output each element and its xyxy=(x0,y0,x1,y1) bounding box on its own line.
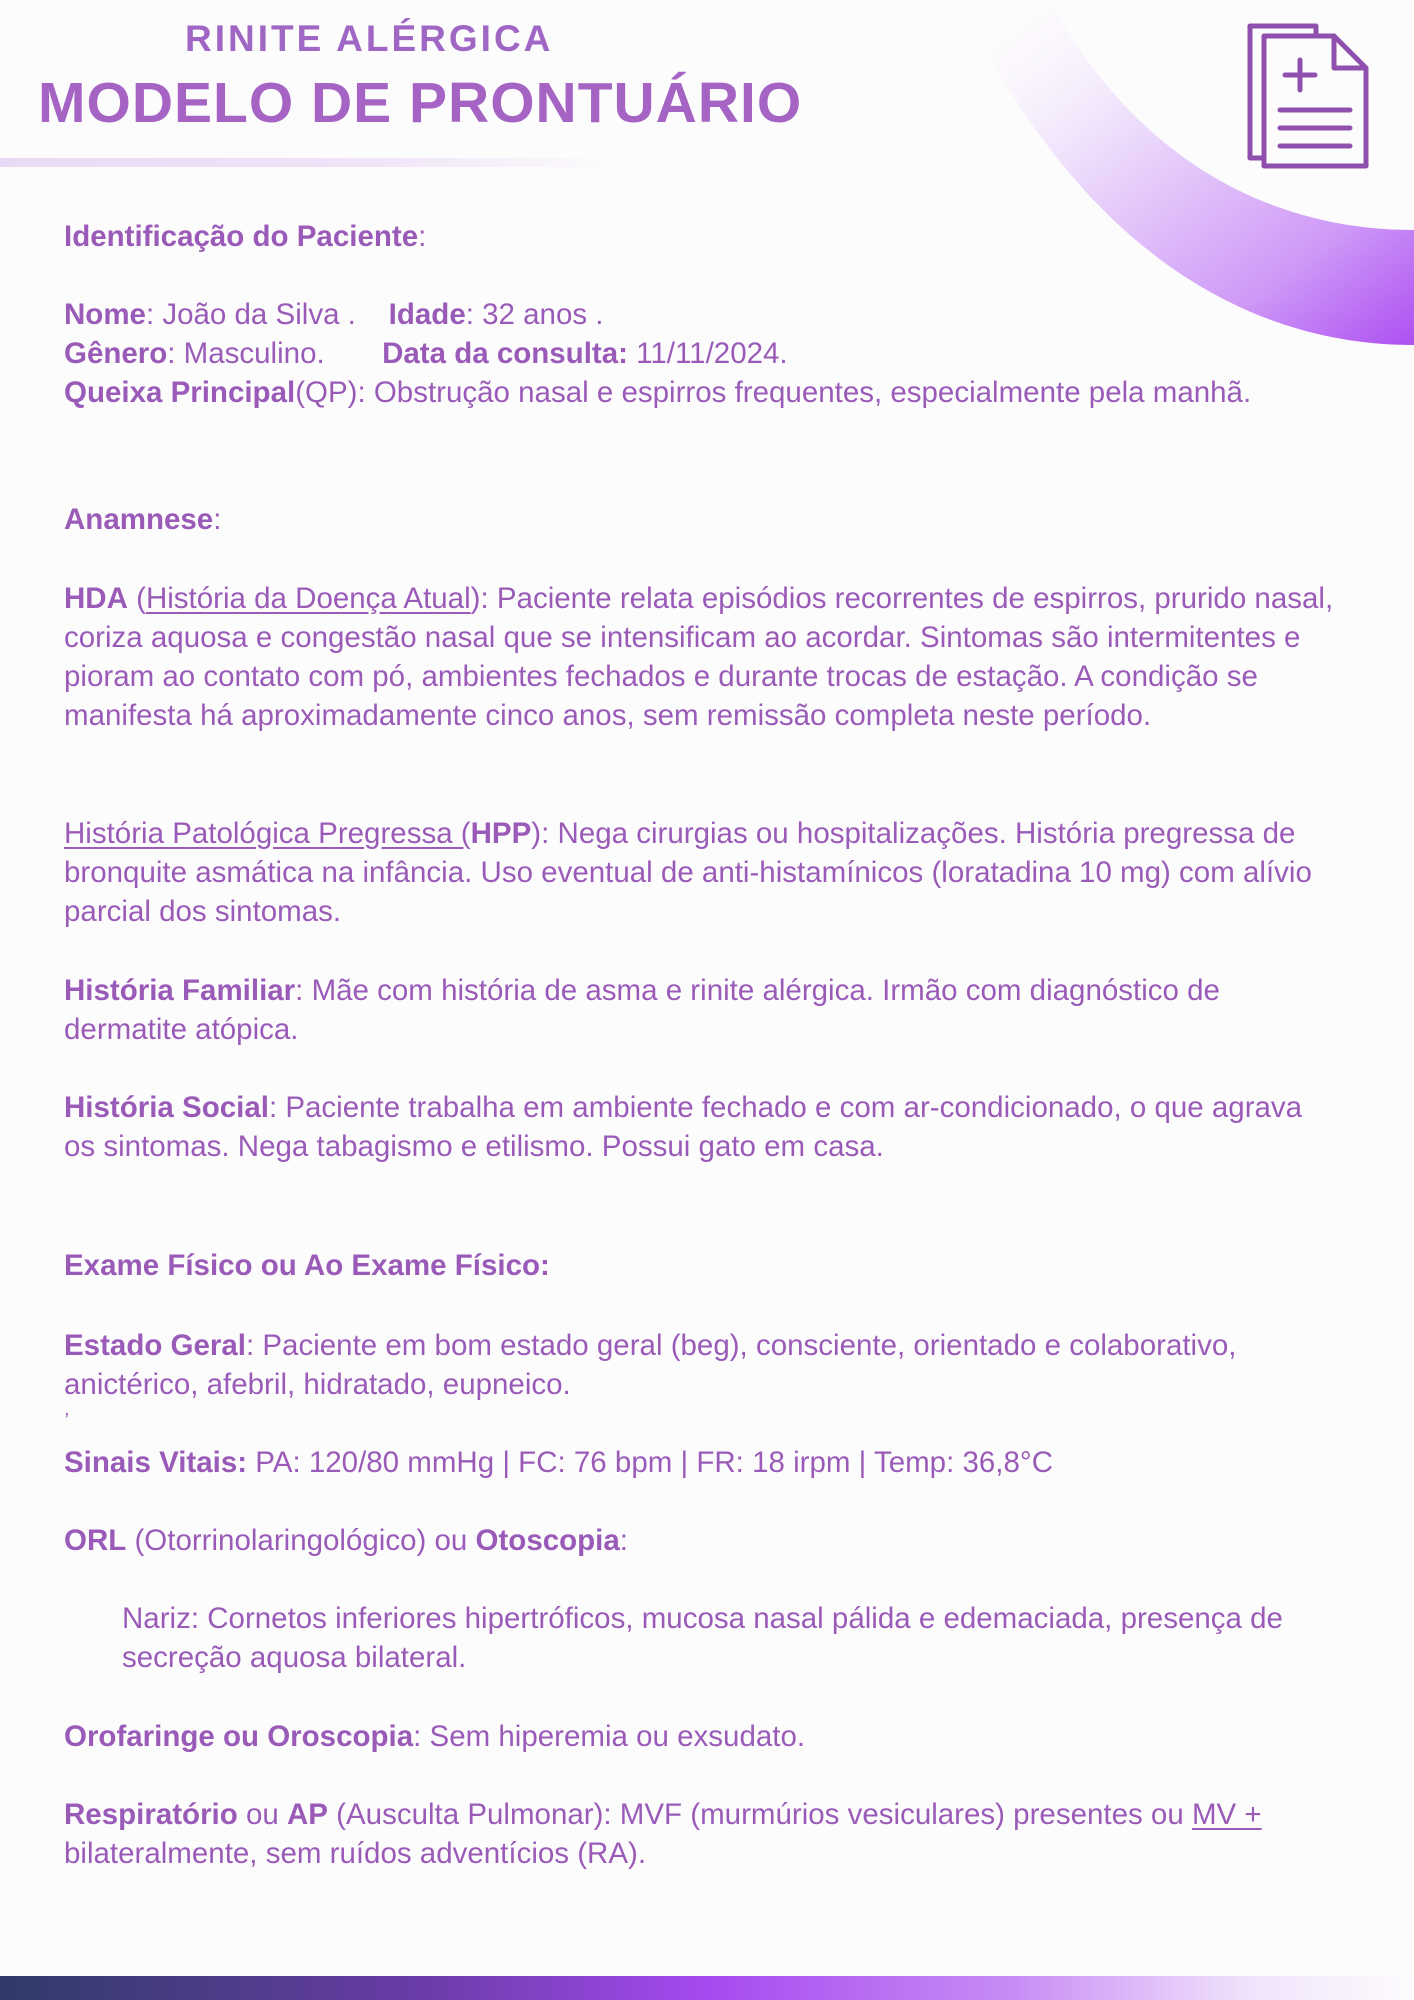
header-subtitle: RINITE ALÉRGICA xyxy=(185,18,554,59)
nose-finding: Nariz: Cornetos inferiores hipertróficos, mucosa nasal pálida e edemaciada, presença de secreção aquosa bilateral. xyxy=(122,1602,1283,1674)
respiratory-or: ou xyxy=(237,1798,287,1831)
family-label: História Familiar xyxy=(64,974,296,1007)
hpp-text: ): Nega cirurgias ou hospitalizações. História pregressa de bronquite asmática na infância. Uso eventual de anti-histamínicos (loratadina 10 mg) com alívio parcial dos sintomas. xyxy=(64,817,1312,928)
complaint-text: (QP): Obstrução nasal e espirros frequentes, especialmente pela manhã. xyxy=(295,376,1252,409)
hpp-paragraph xyxy=(64,814,1334,931)
hda-link: História da Doença Atual xyxy=(145,582,471,615)
hpp-label: HPP xyxy=(470,817,532,850)
respiratory-paragraph xyxy=(64,1795,1334,1873)
vitals-text: PA: 120/80 mmHg | FC: 76 bpm | FR: 18 irpm | Temp: 36,8°C xyxy=(247,1446,1053,1479)
gender-value: : Masculino. xyxy=(167,337,325,370)
social-text: : Paciente trabalha em ambiente fechado e com ar-condicionado, o que agrava os sintomas. Nega tabagismo e etilismo. Possui gato em casa. xyxy=(64,1091,1303,1163)
orl-line: ORL (Otorrinolaringológico) ou Otoscopia: xyxy=(64,1524,628,1557)
chief-complaint xyxy=(64,373,1334,412)
date-value: 11/11/2024. xyxy=(627,337,788,370)
vitals-label: Sinais Vitais: xyxy=(64,1446,248,1479)
family-text: : Mãe com história de asma e rinite alérgica. Irmão com diagnóstico de dermatite atópica. xyxy=(64,974,1220,1046)
oropharynx-label: Orofaringe ou Oroscopia xyxy=(64,1720,414,1753)
gender-date-line xyxy=(64,334,1334,373)
exam-heading-text: Exame Físico ou Ao Exame Físico: xyxy=(64,1249,550,1282)
medical-document-icon xyxy=(1246,20,1374,172)
vital-signs xyxy=(64,1443,1334,1482)
name-value: : João da Silva . xyxy=(145,298,356,331)
age-value: : 32 anos . xyxy=(465,298,604,331)
hpp-link: História Patológica Pregressa ( xyxy=(64,817,471,850)
family-history xyxy=(64,971,1334,1049)
identification-heading-text: Identificação do Paciente xyxy=(64,220,419,253)
respiratory-end: bilateralmente, sem ruídos adventícios (RA). xyxy=(64,1837,647,1870)
general-text: : Paciente em bom estado geral (beg), consciente, orientado e colaborativo, anictérico, afebril, hidratado, eupneico. xyxy=(64,1329,1237,1401)
orl-mid: (Otorrinolaringológico) ou xyxy=(126,1524,476,1557)
respiratory-label: Respiratório xyxy=(64,1798,238,1831)
mv-link: MV + xyxy=(1191,1798,1262,1831)
complaint-label: Queixa Principal xyxy=(64,376,296,409)
ap-label: AP xyxy=(286,1798,328,1831)
oropharynx-line xyxy=(64,1717,1334,1756)
date-label: Data da consulta: xyxy=(382,337,628,370)
oropharynx-text: : Sem hiperemia ou exsudato. xyxy=(413,1720,806,1753)
anamnese-heading: Anamnese: xyxy=(64,503,222,536)
anamnese-heading-text: Anamnese xyxy=(64,503,214,536)
gender-label: Gênero xyxy=(64,337,168,370)
social-label: História Social xyxy=(64,1091,269,1124)
name-age-line xyxy=(64,295,1334,334)
orl-label: ORL xyxy=(64,1524,127,1557)
exam-heading xyxy=(64,1246,1334,1285)
hda-label: HDA xyxy=(64,582,128,615)
general-label: Estado Geral xyxy=(64,1329,246,1362)
respiratory-text: (Ausculta Pulmonar): MVF (murmúrios vesiculares) presentes ou xyxy=(327,1798,1192,1831)
footer-gradient-bar xyxy=(0,1976,1414,2000)
stray-comma: , xyxy=(64,1398,70,1420)
otoscopy-label: Otoscopia xyxy=(475,1524,620,1557)
age-label: Idade xyxy=(388,298,466,331)
hda-text: ): Paciente relata episódios recorrentes de espirros, prurido nasal, coriza aquosa e congestão nasal que se intensificam ao acordar. Sintomas são intermitentes e pioram ao contato com pó, ambientes fechados e durante trocas de estação. A condição se manifesta há aproximadamente cinco anos, sem remissão completa neste período. xyxy=(64,582,1334,732)
general-state xyxy=(64,1326,1334,1404)
social-history xyxy=(64,1088,1334,1166)
page-title: MODELO DE PRONTUÁRIO xyxy=(38,71,803,135)
hda-paragraph: HDA (História da Doença Atual): Paciente relata episódios recorrentes de espirros, prurido nasal, coriza aquosa e congestão nasal que se intensificam ao acordar. Sintomas são intermitentes e pioram ao contato com pó, ambientes fechados e durante trocas de estação. A condição se manifesta há aproximadamente cinco anos, sem remissão completa neste período. xyxy=(64,582,1334,732)
identification-heading: Identificação do Paciente: xyxy=(64,220,427,253)
title-underline xyxy=(0,158,620,167)
name-label: Nome xyxy=(64,298,146,331)
